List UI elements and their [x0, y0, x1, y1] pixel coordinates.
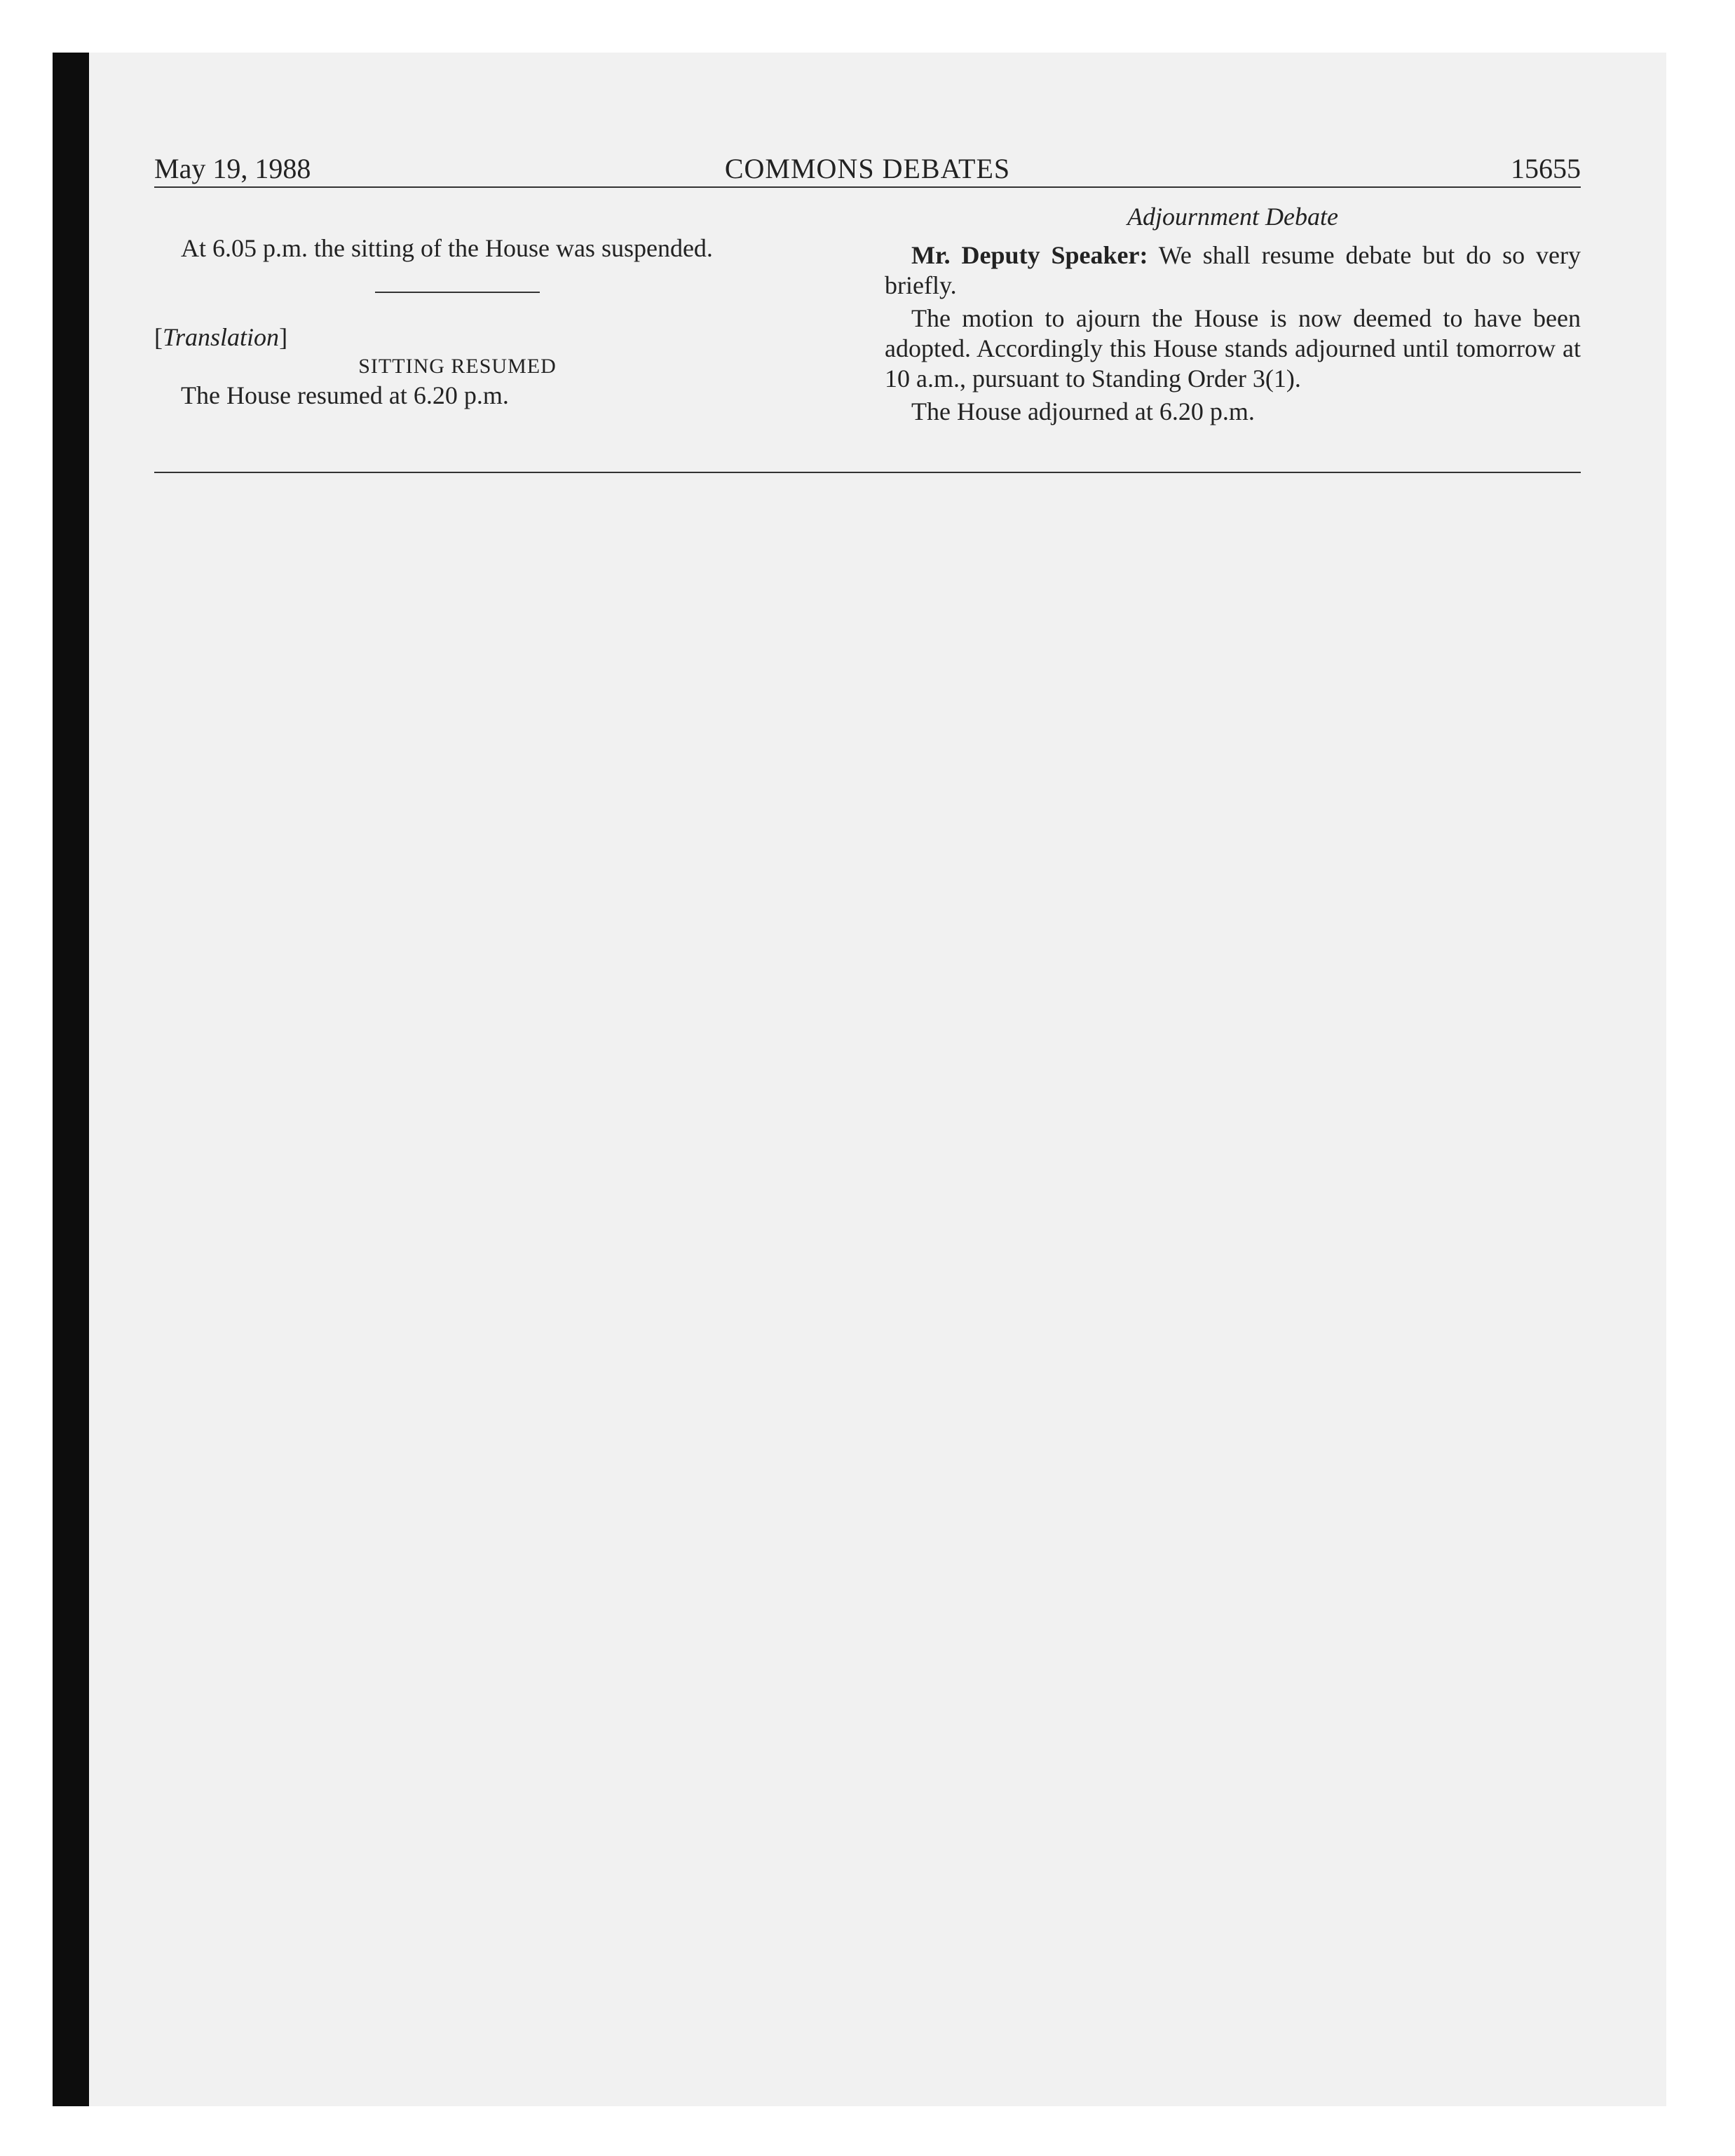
- adjourned-paragraph: The House adjourned at 6.20 p.m.: [911, 397, 1255, 425]
- document-page: [154, 147, 1581, 472]
- sitting-resumed-heading: SITTING RESUMED: [358, 355, 557, 378]
- resumed-paragraph: The House resumed at 6.20 p.m.: [181, 381, 509, 409]
- header-page-number: 15655: [1511, 153, 1581, 184]
- header-publication: COMMONS DEBATES: [724, 153, 1011, 184]
- right-column: [885, 188, 1581, 427]
- speaker-name: Mr. Deputy Speaker:: [911, 241, 1148, 269]
- speaker-text: We shall resume debate but do so very briefly.: [885, 241, 1581, 299]
- translation-bracket-close: ]: [279, 323, 288, 351]
- left-column: [154, 188, 761, 411]
- adjournment-debate-heading: Adjournment Debate: [1127, 203, 1338, 231]
- bottom-divider: [154, 472, 1581, 473]
- header-date: May 19, 1988: [154, 153, 311, 184]
- section-divider: [375, 292, 540, 293]
- running-header: [154, 147, 1581, 188]
- translation-note: [154, 322, 761, 353]
- translation-bracket-open: [: [154, 323, 163, 351]
- speaker-paragraph: [885, 240, 1581, 301]
- motion-paragraph: The motion to ajourn the House is now deemed to have been adopted. Accordingly this House stands adjourned until tomorrow at 10 a.m., pursuant to Standing Order 3(1).: [885, 304, 1581, 393]
- text-columns: [154, 188, 1581, 472]
- translation-label: Translation: [163, 323, 280, 351]
- suspension-paragraph: At 6.05 p.m. the sitting of the House was suspended.: [181, 234, 713, 262]
- scan-binding-edge: [53, 53, 89, 2106]
